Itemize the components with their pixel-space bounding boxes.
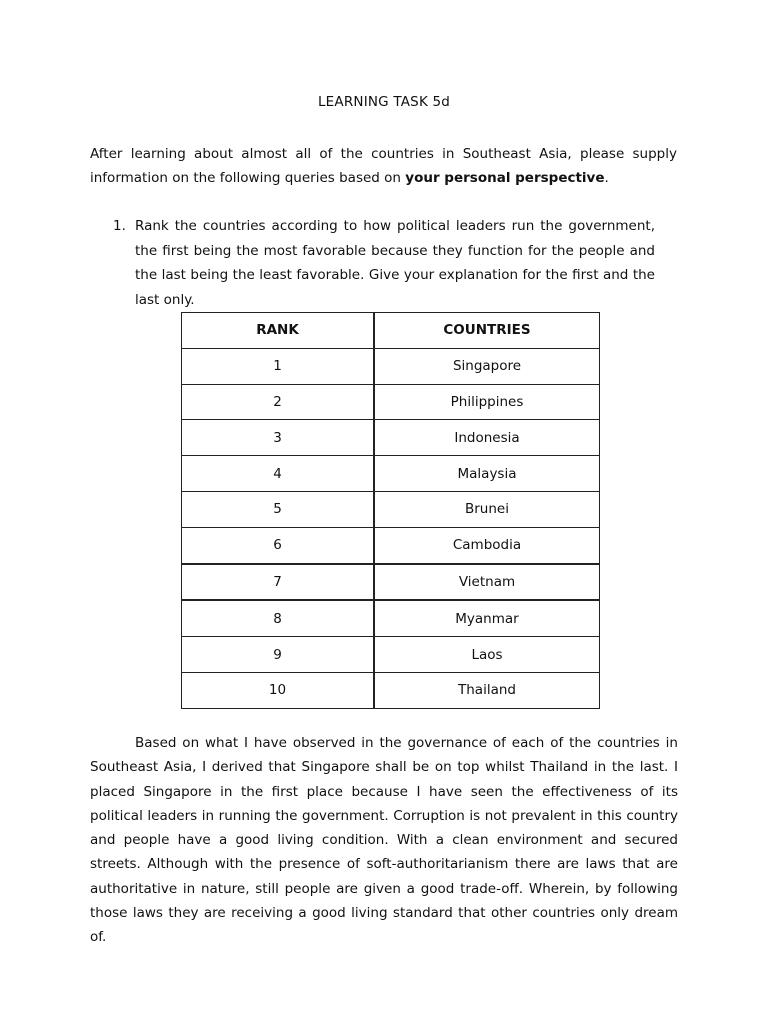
ranking-table: [181, 312, 600, 709]
table-row: [182, 672, 600, 708]
answer-paragraph: Based on what I have observed in the governance of each of the countries in Southeast Asia, I derived that Singapore shall be on top whilst Thailand in the last. I placed Singapore in the first place because I have seen the effectiveness of its political leaders in running the government. Corruption is not prevalent in this country and people have a good living condition. With a clean environment and secured streets. Although with the presence of soft-authoritarianism there are laws that are authoritative in nature, still people are given a good trade-off. Wherein, by following those laws they are receiving a good living standard that other countries only dream of.: [90, 735, 678, 946]
table-row: [182, 600, 600, 636]
table-header-row: [182, 313, 600, 349]
table-row: [182, 637, 600, 673]
question-item: [113, 214, 655, 312]
country-cell: Indonesia: [374, 420, 600, 456]
rank-cell: 6: [182, 527, 375, 563]
rank-cell: 9: [182, 637, 375, 673]
page-title: LEARNING TASK 5d: [317, 94, 451, 110]
rank-cell: 10: [182, 672, 375, 708]
country-cell: Cambodia: [374, 527, 600, 563]
country-cell: Laos: [374, 637, 600, 673]
header-rank: RANK: [182, 313, 375, 349]
country-cell: Singapore: [374, 348, 600, 384]
intro-emphasis: your personal perspective: [405, 170, 605, 186]
table-row: [182, 348, 600, 384]
rank-cell: 8: [182, 600, 375, 636]
intro-text: After learning about almost all of the countries in Southeast Asia, please supply information on the following queries based on: [90, 146, 677, 186]
rank-cell: 3: [182, 420, 375, 456]
rank-cell: 1: [182, 348, 375, 384]
country-cell: Philippines: [374, 384, 600, 420]
table-row: [182, 456, 600, 492]
rank-cell: 2: [182, 384, 375, 420]
question-text: Rank the countries according to how political leaders run the government, the first being the most favorable because they function for the people and the last being the least favorable. Give your explanation for the first and the last only.: [135, 218, 655, 308]
rank-cell: 7: [182, 564, 375, 601]
header-countries: COUNTRIES: [374, 313, 600, 349]
question-number: 1.: [113, 218, 126, 234]
table-row: [182, 420, 600, 456]
country-cell: Myanmar: [374, 600, 600, 636]
country-cell: Vietnam: [374, 564, 600, 601]
country-cell: Malaysia: [374, 456, 600, 492]
table-row: [182, 491, 600, 527]
table-row: [182, 564, 600, 601]
intro-paragraph: [90, 142, 677, 190]
rank-cell: 5: [182, 491, 375, 527]
intro-end: .: [604, 170, 609, 186]
table-row: [182, 527, 600, 563]
country-cell: Brunei: [374, 491, 600, 527]
rank-cell: 4: [182, 456, 375, 492]
table-row: [182, 384, 600, 420]
country-cell: Thailand: [374, 672, 600, 708]
